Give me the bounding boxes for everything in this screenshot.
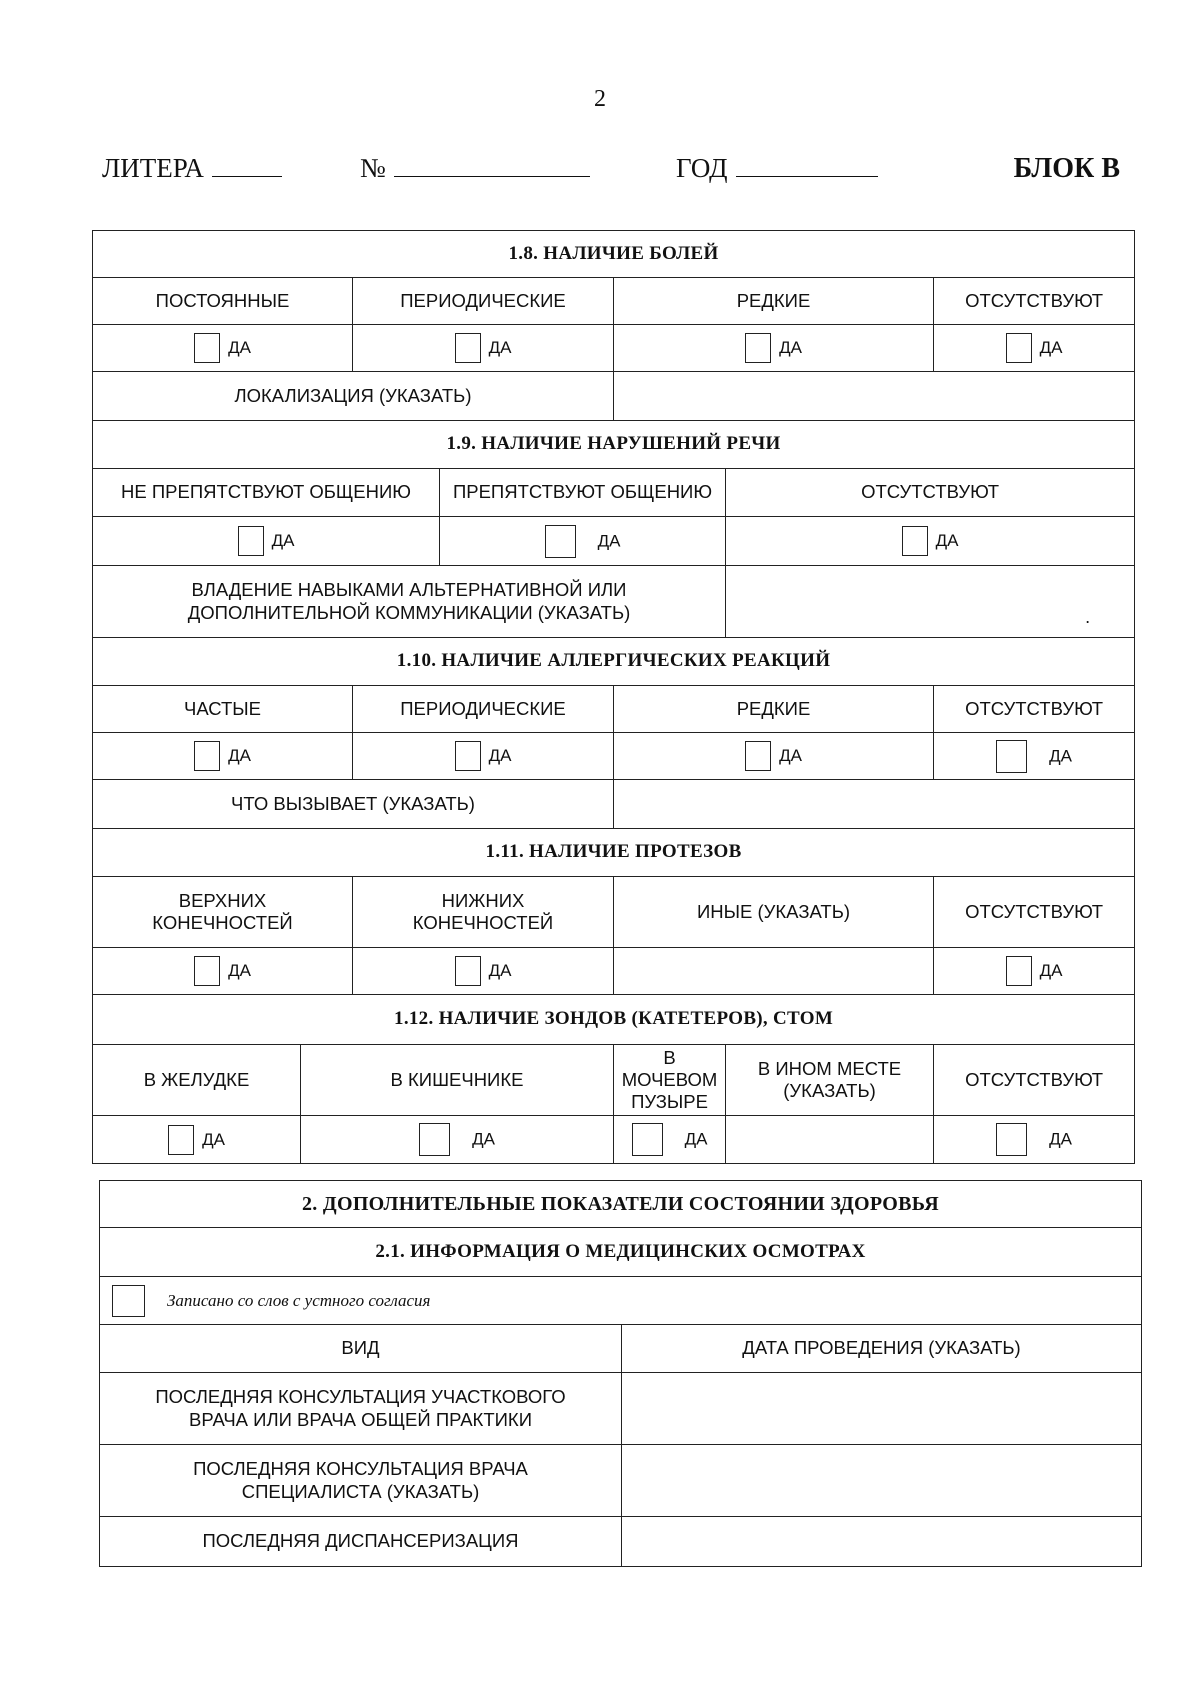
probe-other-line-1: В ИНОМ МЕСТЕ — [757, 1057, 902, 1079]
yes-label: ДА — [1039, 337, 1063, 357]
exam-specialist-line-1: ПОСЛЕДНЯЯ КОНСУЛЬТАЦИЯ ВРАЧА — [193, 1458, 528, 1480]
prosthesis-other-input[interactable] — [614, 948, 934, 995]
col-header-type: ВИД — [100, 1325, 622, 1373]
alt-communication-label — [93, 566, 726, 638]
allergy-option-periodic: ПЕРИОДИЧЕСКИЕ — [353, 686, 614, 733]
yes-label: ДА — [935, 530, 959, 550]
yes-label: ДА — [779, 337, 802, 357]
page-number: 2 — [594, 86, 606, 112]
allergy-absent-checkbox[interactable] — [996, 740, 1027, 773]
yes-label: ДА — [1049, 1129, 1072, 1149]
speech-not-hindering-cell — [93, 517, 440, 566]
pain-localization-label: ЛОКАЛИЗАЦИЯ (УКАЗАТЬ) — [93, 372, 614, 421]
section-1-10-title: 1.10. НАЛИЧИЕ АЛЛЕРГИЧЕСКИХ РЕАКЦИЙ — [93, 638, 1135, 686]
yes-label: ДА — [228, 960, 251, 980]
exam-gp-line-1: ПОСЛЕДНЯЯ КОНСУЛЬТАЦИЯ УЧАСТКОВОГО — [155, 1386, 566, 1408]
speech-option-not-hindering: НЕ ПРЕПЯТСТВУЮТ ОБЩЕНИЮ — [93, 469, 440, 517]
exam-specialist-line-2: СПЕЦИАЛИСТА (УКАЗАТЬ) — [241, 1480, 480, 1502]
number-input[interactable] — [394, 154, 590, 177]
probe-absent-checkbox[interactable] — [996, 1123, 1027, 1156]
section-1-11-title: 1.11. НАЛИЧИЕ ПРОТЕЗОВ — [93, 829, 1135, 877]
section-1-9-title: 1.9. НАЛИЧИЕ НАРУШЕНИЙ РЕЧИ — [93, 421, 1135, 469]
probe-option-stomach: В ЖЕЛУДКЕ — [93, 1045, 301, 1116]
prosthesis-option-upper — [93, 877, 353, 948]
pain-localization-input[interactable] — [614, 372, 1135, 421]
probe-option-other — [726, 1045, 934, 1116]
speech-hindering-cell — [440, 517, 726, 566]
alt-communication-line-1: ВЛАДЕНИЕ НАВЫКАМИ АЛЬТЕРНАТИВНОЙ ИЛИ — [191, 579, 627, 601]
exam-gp-line-2: ВРАЧА ИЛИ ВРАЧА ОБЩЕЙ ПРАКТИКИ — [189, 1408, 532, 1430]
allergy-cause-label: ЧТО ВЫЗЫВАЕТ (УКАЗАТЬ) — [93, 780, 614, 829]
prosthesis-lower-line-2: КОНЕЧНОСТЕЙ — [412, 912, 554, 933]
year-input[interactable] — [736, 154, 878, 177]
allergy-option-absent: ОТСУТСТВУЮТ — [934, 686, 1135, 733]
pain-option-absent: ОТСУТСТВУЮТ — [934, 278, 1135, 325]
litera-field — [102, 153, 282, 184]
prosthesis-absent-checkbox[interactable] — [1006, 956, 1032, 986]
yes-label: ДА — [202, 1129, 225, 1149]
form-header — [102, 153, 1120, 193]
yes-label: ДА — [684, 1129, 708, 1149]
probe-option-absent: ОТСУТСТВУЮТ — [934, 1045, 1135, 1116]
allergy-option-frequent: ЧАСТЫЕ — [93, 686, 353, 733]
probe-bladder-checkbox[interactable] — [632, 1123, 663, 1156]
probe-bladder-line-2: ПУЗЫРЕ — [631, 1091, 708, 1113]
number-field — [360, 153, 590, 184]
medical-exams-table — [99, 1180, 1142, 1567]
yes-label: ДА — [1049, 745, 1072, 765]
yes-label: ДА — [228, 337, 251, 357]
probe-absent-cell — [934, 1116, 1135, 1164]
probe-option-intestine: В КИШЕЧНИКЕ — [301, 1045, 614, 1116]
health-indicators-table — [92, 230, 1135, 1164]
speech-absent-cell — [726, 517, 1135, 566]
verbal-consent-checkbox[interactable] — [112, 1285, 145, 1317]
allergy-option-rare: РЕДКИЕ — [614, 686, 934, 733]
section-1-12-title: 1.12. НАЛИЧИЕ ЗОНДОВ (КАТЕТЕРОВ), СТОМ — [93, 995, 1135, 1045]
probe-intestine-checkbox[interactable] — [419, 1123, 450, 1156]
allergy-frequent-checkbox[interactable] — [194, 741, 220, 771]
section-2-1-title: 2.1. ИНФОРМАЦИЯ О МЕДИЦИНСКИХ ОСМОТРАХ — [100, 1228, 1142, 1277]
pain-periodic-cell — [353, 325, 614, 372]
pain-rare-checkbox[interactable] — [745, 333, 771, 363]
prosthesis-upper-checkbox[interactable] — [194, 956, 220, 986]
year-label: ГОД — [676, 153, 728, 183]
block-label: БЛОК В — [1013, 153, 1120, 184]
allergy-frequent-cell — [93, 733, 353, 780]
pain-absent-cell — [934, 325, 1135, 372]
exam-row-gp-label — [100, 1373, 622, 1445]
number-label: № — [360, 153, 386, 183]
prosthesis-lower-cell — [353, 948, 614, 995]
pain-periodic-checkbox[interactable] — [455, 333, 481, 363]
prosthesis-option-other: ИНЫЕ (УКАЗАТЬ) — [614, 877, 934, 948]
prosthesis-option-lower — [353, 877, 614, 948]
allergy-cause-input[interactable] — [614, 780, 1135, 829]
verbal-consent-label: Записано со слов с устного согласия — [167, 1290, 431, 1310]
pain-option-rare: РЕДКИЕ — [614, 278, 934, 325]
yes-label: ДА — [488, 745, 512, 765]
litera-label: ЛИТЕРА — [102, 153, 204, 183]
speech-hindering-checkbox[interactable] — [545, 525, 576, 558]
yes-label: ДА — [271, 530, 295, 550]
probe-bladder-cell — [614, 1116, 726, 1164]
prosthesis-upper-cell — [93, 948, 353, 995]
exam-row-specialist-label — [100, 1445, 622, 1517]
speech-absent-checkbox[interactable] — [902, 526, 928, 556]
year-field — [676, 153, 878, 184]
allergy-periodic-cell — [353, 733, 614, 780]
prosthesis-upper-line-2: КОНЕЧНОСТЕЙ — [152, 912, 293, 933]
alt-communication-line-2: ДОПОЛНИТЕЛЬНОЙ КОММУНИКАЦИИ (УКАЗАТЬ) — [187, 601, 631, 623]
speech-option-hindering: ПРЕПЯТСТВУЮТ ОБЩЕНИЮ — [440, 469, 726, 517]
prosthesis-option-absent: ОТСУТСТВУЮТ — [934, 877, 1135, 948]
probe-bladder-line-1: В МОЧЕВОМ — [621, 1046, 718, 1090]
probe-other-line-2: (УКАЗАТЬ) — [783, 1080, 876, 1101]
section-2-title: 2. ДОПОЛНИТЕЛЬНЫЕ ПОКАЗАТЕЛИ СОСТОЯНИИ ЗДОРОВЬЯ — [100, 1181, 1142, 1228]
speech-not-hindering-checkbox[interactable] — [238, 526, 264, 556]
exam-row-specialist-date-input[interactable] — [622, 1445, 1142, 1517]
exam-row-dispensary-label: ПОСЛЕДНЯЯ ДИСПАНСЕРИЗАЦИЯ — [100, 1517, 622, 1567]
probe-other-input[interactable] — [726, 1116, 934, 1164]
pain-option-periodic: ПЕРИОДИЧЕСКИЕ — [353, 278, 614, 325]
exam-row-dispensary-date-input[interactable] — [622, 1517, 1142, 1567]
pain-constant-checkbox[interactable] — [194, 333, 220, 363]
allergy-periodic-checkbox[interactable] — [455, 741, 481, 771]
allergy-absent-cell — [934, 733, 1135, 780]
prosthesis-lower-checkbox[interactable] — [455, 956, 481, 986]
col-header-date: ДАТА ПРОВЕДЕНИЯ (УКАЗАТЬ) — [622, 1325, 1142, 1373]
pain-absent-checkbox[interactable] — [1006, 333, 1032, 363]
pain-constant-cell — [93, 325, 353, 372]
yes-label: ДА — [228, 745, 251, 765]
probe-stomach-checkbox[interactable] — [168, 1125, 194, 1155]
prosthesis-absent-cell — [934, 948, 1135, 995]
allergy-rare-checkbox[interactable] — [745, 741, 771, 771]
yes-label: ДА — [779, 745, 802, 765]
pain-option-constant: ПОСТОЯННЫЕ — [93, 278, 353, 325]
alt-communication-input[interactable] — [726, 566, 1135, 638]
probe-option-bladder — [614, 1045, 726, 1116]
verbal-consent-row — [100, 1277, 1142, 1325]
prosthesis-lower-line-1: НИЖНИХ — [441, 889, 525, 911]
prosthesis-upper-line-1: ВЕРХНИХ — [178, 889, 267, 911]
yes-label: ДА — [472, 1129, 495, 1149]
probe-stomach-cell — [93, 1116, 301, 1164]
yes-label: ДА — [597, 530, 621, 550]
yes-label: ДА — [488, 960, 512, 980]
litera-input[interactable] — [212, 154, 282, 177]
section-1-8-title: 1.8. НАЛИЧИЕ БОЛЕЙ — [93, 231, 1135, 278]
yes-label: ДА — [488, 337, 512, 357]
speech-option-absent: ОТСУТСТВУЮТ — [726, 469, 1135, 517]
yes-label: ДА — [1039, 960, 1063, 980]
alt-communication-value: . — [1085, 607, 1091, 628]
pain-rare-cell — [614, 325, 934, 372]
allergy-rare-cell — [614, 733, 934, 780]
exam-row-gp-date-input[interactable] — [622, 1373, 1142, 1445]
probe-intestine-cell — [301, 1116, 614, 1164]
